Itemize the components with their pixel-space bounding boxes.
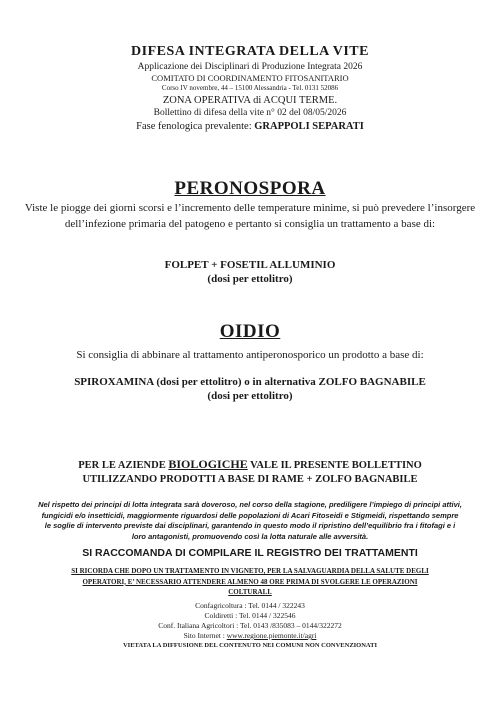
peronospora-product-name: FOLPET + FOSETIL ALLUMINIO: [164, 259, 336, 271]
oidio-text: Si consiglia di abbinare al trattamento antiperonosporico un prodotto a base di:: [76, 349, 424, 361]
organic-keyword: BIOLOGICHE: [168, 457, 248, 471]
organic-line-1-pre: PER LE AZIENDE: [78, 460, 169, 471]
organic-farms-note: [0, 457, 500, 487]
oidio-product: [0, 375, 500, 403]
integrated-control-note: Nel rispetto dei principi di lotta integrata sarà doveroso, nel corso della stagione, prediligere l’impiego di principi attivi, fungicidi e/o insetticidi, maggiormente riguardosi delle popolazioni di Acari Fitoseidi e Stigmeidi, rispettando sempre le soglie di intervento previste dai disciplinari, garantendo in questo modo il ripristino dell’equilibrio fra i fitofagi e i loro antagonisti, promuovendo così la lotta naturale alle avversità.: [38, 500, 462, 541]
phase-label: Fase fenologica prevalente:: [136, 121, 252, 132]
safety-reminder: SI RICORDA CHE DOPO UN TRATTAMENTO IN VIGNETO, PER LA SALVAGUARDIA DELLA SALUTE DEGLI OPERATORI, E’ NECESSARIO ATTENDERE ALMENO 48 ORE PRIMA DI SVOLGERE LE OPERAZIONI COLTURALI.: [71, 567, 429, 596]
contact-cia: Conf. Italiana Agricoltori : Tel. 0143 /835083 – 0144/322272: [158, 621, 342, 630]
peronospora-product: [0, 258, 500, 286]
contact-coldiretti: Coldiretti : Tel. 0144 / 322546: [204, 611, 296, 620]
peronospora-product-dose: (dosi per ettolitro): [207, 273, 293, 285]
bulletin-number: Bollettino di difesa della vite n° 02 del 08/05/2026: [153, 108, 347, 118]
peronospora-paragraph: Viste le piogge dei giorni scorsi e l’incremento delle temperature minime, si può prevedere l’insorgere dell’infezione primaria del patogeno e pertanto si consiglia un trattamento a base di:: [24, 202, 476, 230]
peronospora-heading: PERONOSPORA: [174, 178, 326, 199]
committee-name: COMITATO DI COORDINAMENTO FITOSANITARIO: [151, 73, 349, 83]
oidio-product-dose: (dosi per ettolitro): [207, 390, 293, 402]
website-label: Sito Internet :: [183, 631, 227, 640]
phase-value: GRAPPOLI SEPARATI: [254, 121, 364, 132]
operational-zone: ZONA OPERATIVA di ACQUI TERME.: [162, 95, 338, 106]
organic-line-1-post: VALE IL PRESENTE BOLLETTINO: [247, 460, 422, 471]
organic-line-2: UTILIZZANDO PRODOTTI A BASE DI RAME + ZOLFO BAGNABILE: [82, 474, 418, 485]
contact-website: [0, 631, 500, 640]
website-link[interactable]: www.regione.piemonte.it/agri: [226, 631, 317, 640]
oidio-product-name: SPIROXAMINA (dosi per ettolitro) o in alternativa ZOLFO BAGNABILE: [74, 376, 426, 388]
committee-address: Corso IV novembre, 44 – 15100 Alessandria - Tel. 0131 52086: [161, 84, 339, 92]
document-title: DIFESA INTEGRATA DELLA VITE: [131, 44, 369, 59]
oidio-heading: OIDIO: [219, 321, 281, 342]
organic-line-1: [0, 457, 500, 473]
contact-confagricoltura: Confagricoltura : Tel. 0144 / 322243: [195, 601, 305, 610]
distribution-prohibition: VIETATA LA DIFFUSIONE DEL CONTENUTO NEI COMUNI NON CONVENZIONATI: [122, 642, 378, 649]
document-subtitle: Applicazione dei Disciplinari di Produzione Integrata 2026: [137, 62, 363, 72]
phenological-phase: [0, 121, 500, 132]
register-reminder: SI RACCOMANDA DI COMPILARE IL REGISTRO DEI TRATTAMENTI: [82, 547, 418, 559]
